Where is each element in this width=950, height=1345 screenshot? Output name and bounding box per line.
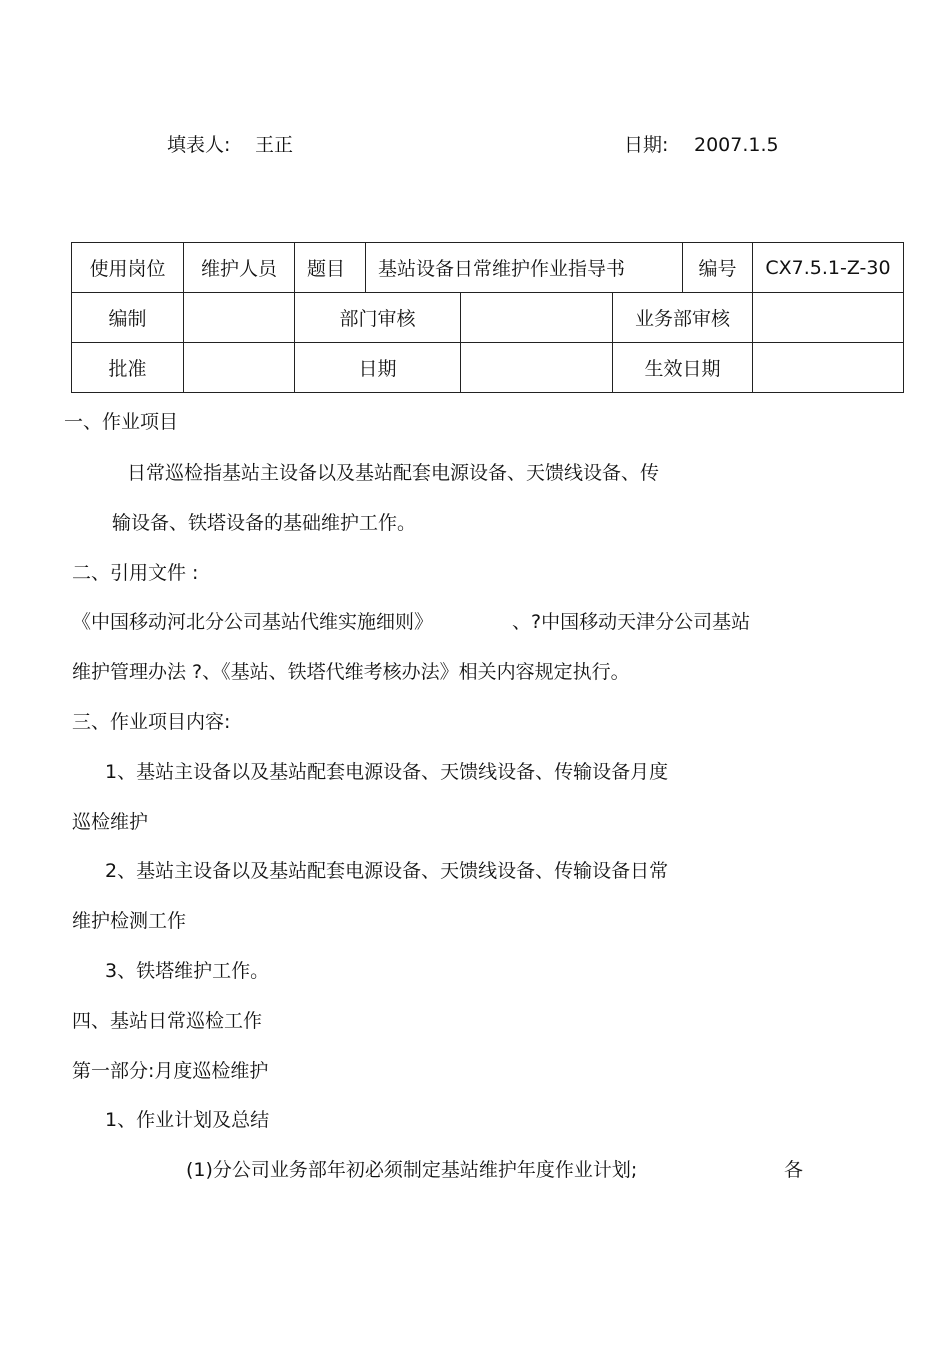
table-row [72, 243, 904, 293]
paragraph-line: 维护管理办法 ?、《基站、铁塔代维考核办法》相关内容规定执行。 [72, 661, 630, 683]
list-item: 巡检维护 [72, 811, 149, 833]
paragraph-line: 、?中国移动天津分公司基站 [512, 611, 751, 633]
date-label: 日期: [624, 134, 669, 156]
table-cell [461, 343, 613, 393]
section-1-title: 一、作业项目 [64, 411, 179, 433]
table-cell: 编号 [683, 243, 753, 293]
section-4-title: 四、基站日常巡检工作 [72, 1010, 263, 1032]
section-3-title: 三、作业项目内容: [72, 711, 231, 733]
table-cell: 批准 [72, 343, 184, 393]
table-cell [753, 293, 904, 343]
table-row [72, 293, 904, 343]
list-item: 1、基站主设备以及基站配套电源设备、天馈线设备、传输设备月度 [105, 761, 669, 783]
table-cell: 基站设备日常维护作业指导书 [366, 243, 683, 293]
document-control-table [71, 242, 904, 393]
table-cell: 生效日期 [613, 343, 753, 393]
filler-name: 王正 [255, 134, 294, 156]
table-cell: 部门审核 [295, 293, 461, 343]
table-cell: 维护人员 [184, 243, 295, 293]
table-cell: 编制 [72, 293, 184, 343]
list-item: 维护检测工作 [72, 910, 187, 932]
filler-label: 填表人: [167, 134, 231, 156]
date-value: 2007.1.5 [694, 134, 779, 156]
table-cell [184, 343, 295, 393]
table-row [72, 343, 904, 393]
paragraph-line: 日常巡检指基站主设备以及基站配套电源设备、天馈线设备、传 [127, 462, 660, 484]
table-cell: 日期 [295, 343, 461, 393]
paragraph-line: 输设备、铁塔设备的基础维护工作。 [112, 512, 417, 534]
part-title: 第一部分:月度巡检维护 [72, 1060, 269, 1082]
list-item: 3、铁塔维护工作。 [105, 960, 270, 982]
list-item: 2、基站主设备以及基站配套电源设备、天馈线设备、传输设备日常 [105, 860, 669, 882]
table-cell [753, 343, 904, 393]
table-cell [184, 293, 295, 343]
table-cell: CX7.5.1-Z-30 [753, 243, 904, 293]
section-2-title: 二、引用文件 : [72, 562, 199, 584]
table-cell: 使用岗位 [72, 243, 184, 293]
table-cell [461, 293, 613, 343]
paragraph-line: 《中国移动河北分公司基站代维实施细则》 [72, 611, 434, 633]
list-item: (1)分公司业务部年初必须制定基站维护年度作业计划; [186, 1159, 638, 1181]
list-item: 各 [784, 1159, 804, 1181]
list-item: 1、作业计划及总结 [105, 1109, 270, 1131]
table-cell: 业务部审核 [613, 293, 753, 343]
table-cell: 题目 [295, 243, 366, 293]
